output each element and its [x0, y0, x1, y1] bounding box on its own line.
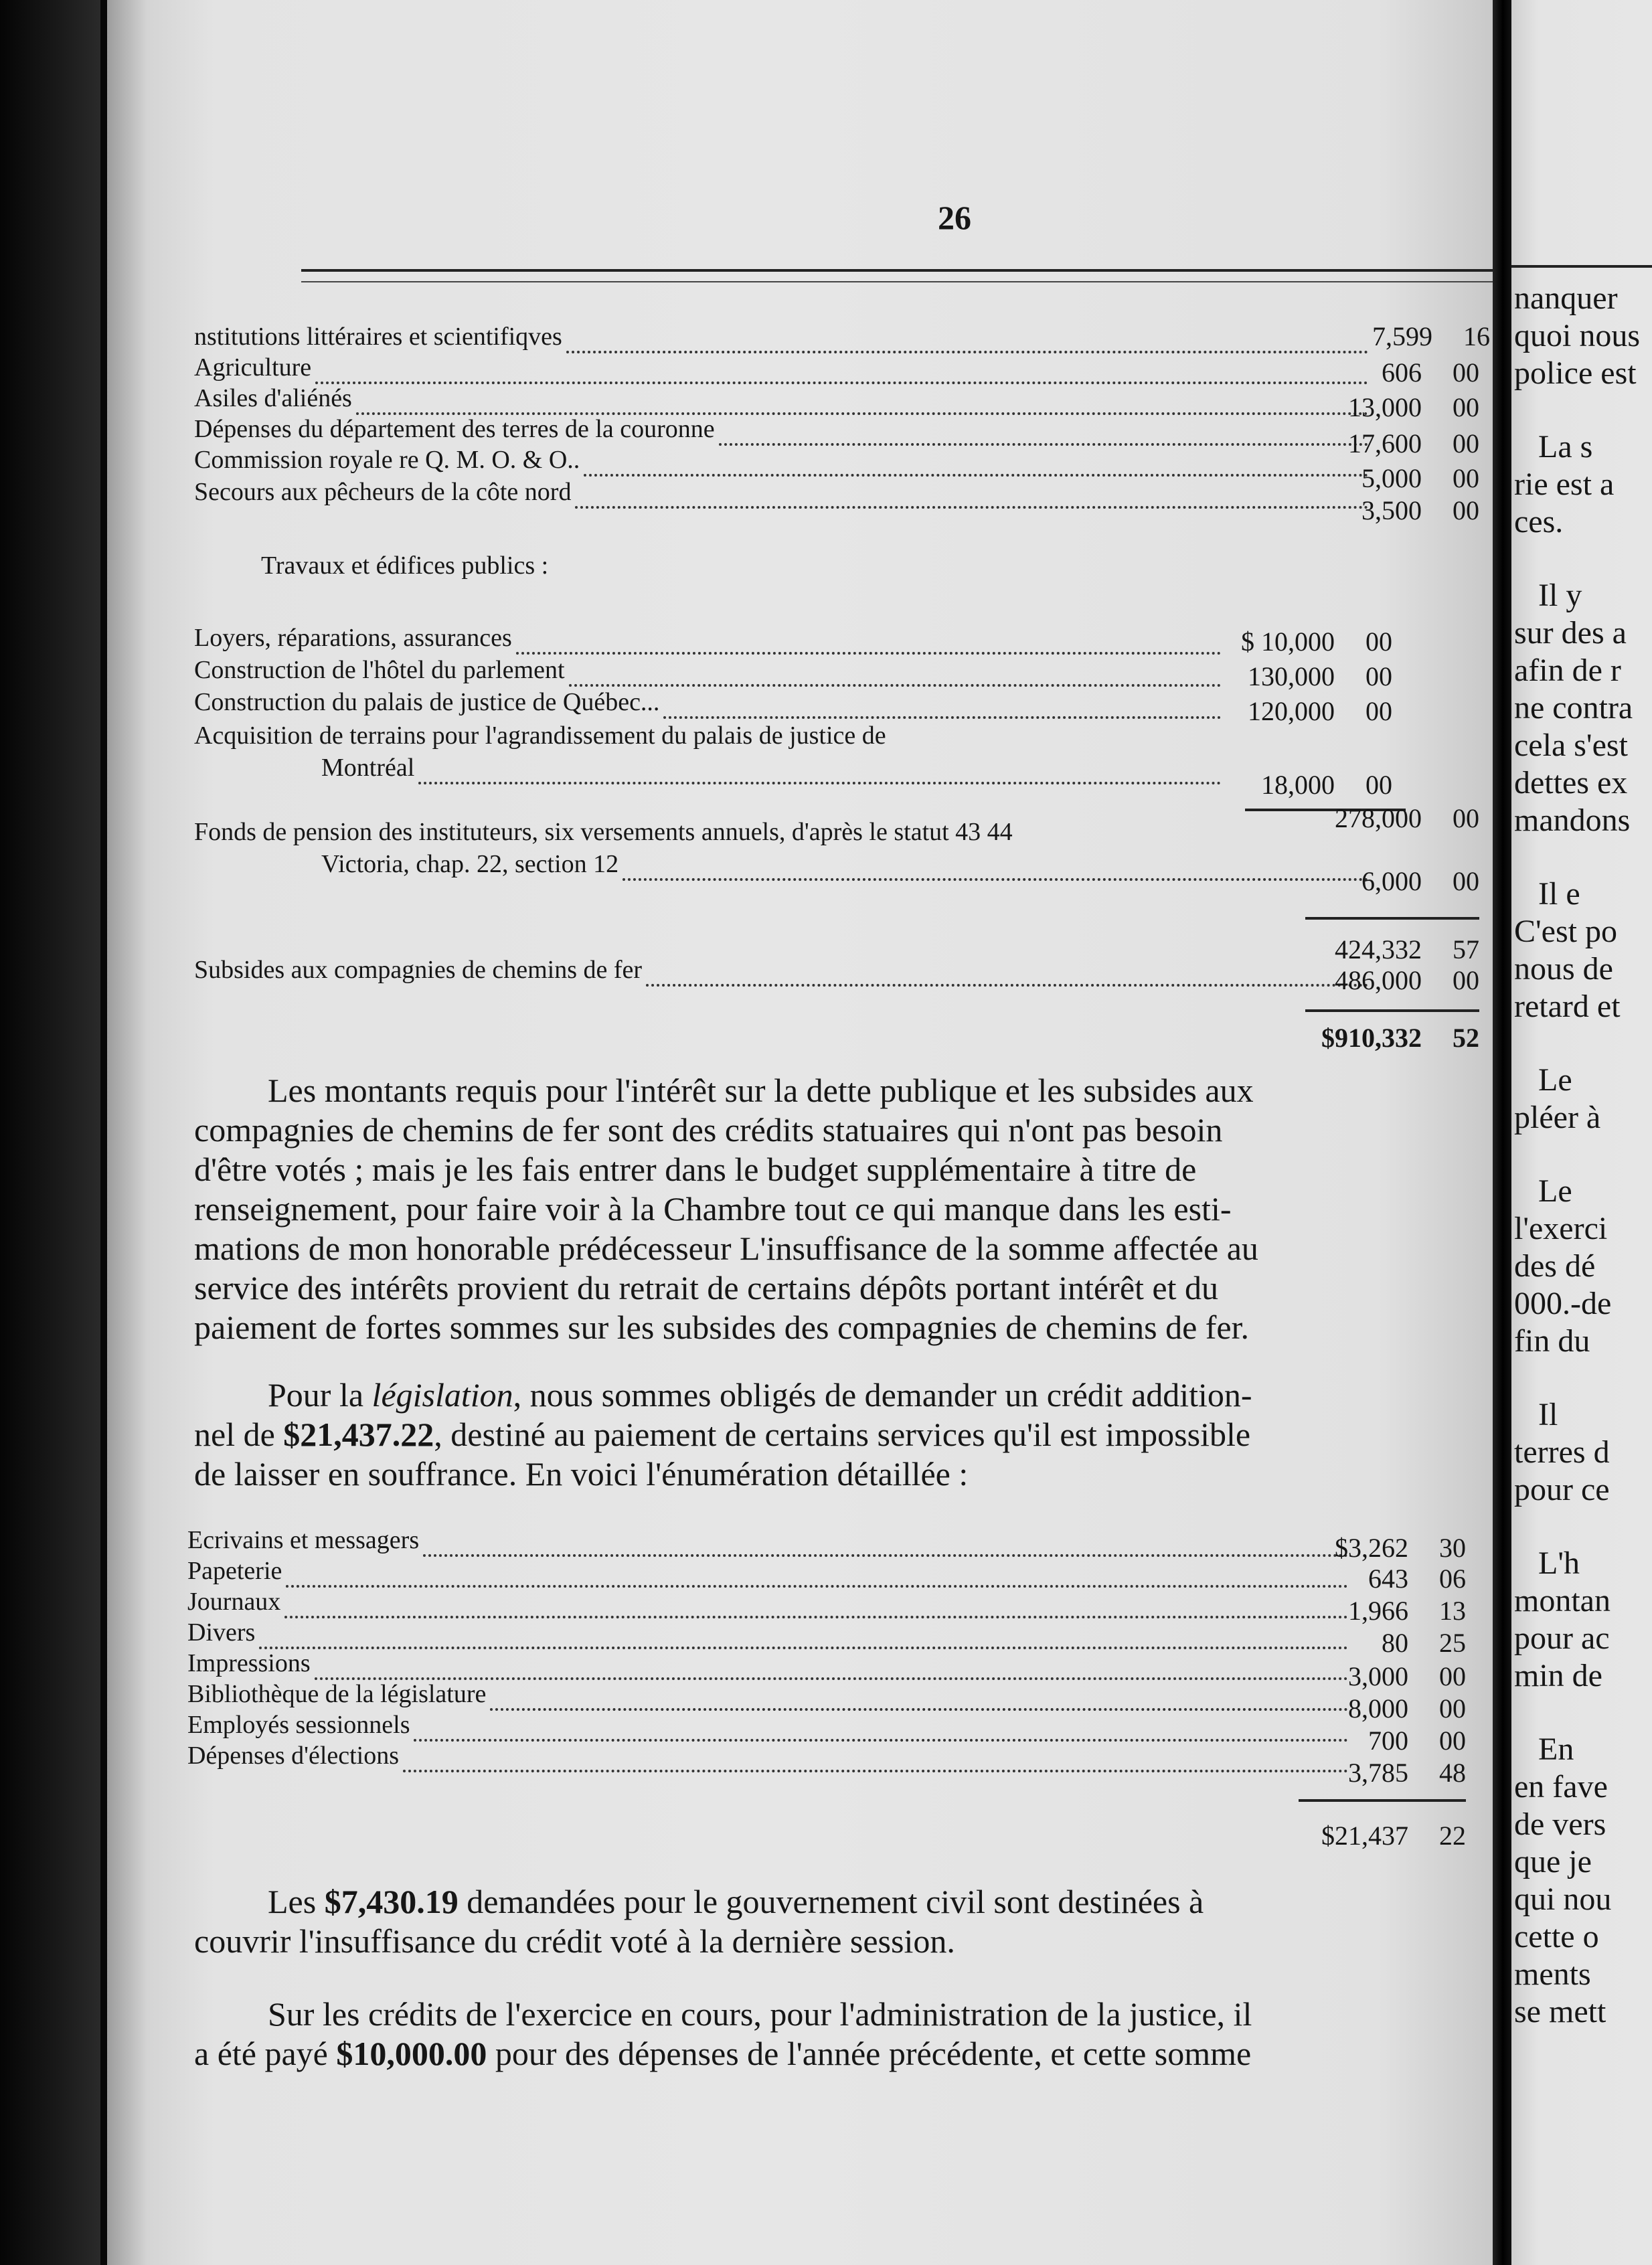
dot-leader [575, 487, 1368, 509]
ledger-amount: 486,000 00 [1335, 965, 1479, 995]
dot-leader [418, 763, 1221, 784]
ledger-label: Divers [187, 1618, 256, 1647]
dot-leader [403, 1751, 1348, 1772]
ledger-row [187, 1679, 1352, 1713]
dot-leader [315, 1659, 1348, 1680]
ledger-label: Acquisition de terrains pour l'agrandissement du palais de justice de [194, 722, 886, 750]
right-page-line: afin de r [1514, 653, 1621, 688]
ledger-row [187, 1556, 1352, 1590]
ledger-label: Bibliothèque de la législature [187, 1680, 487, 1708]
dot-leader [259, 1628, 1348, 1649]
dot-leader [584, 455, 1368, 477]
ledger-row [194, 622, 1225, 657]
ledger-row [194, 352, 1372, 387]
ledger-row [194, 414, 1372, 448]
ledger-amount: $3,262 30 [1335, 1533, 1466, 1563]
dot-leader [719, 424, 1368, 446]
dot-leader [284, 1597, 1348, 1618]
dot-leader [423, 1535, 1348, 1557]
ledger-amount: 8,000 00 [1348, 1693, 1466, 1724]
right-page-line: fin du [1514, 1323, 1590, 1359]
dot-leader [623, 859, 1368, 881]
sum-amount: 424,332 57 [1335, 934, 1479, 964]
ledger-row [194, 321, 1372, 356]
ledger-label: Secours aux pêcheurs de la côte nord [194, 478, 572, 506]
right-page-line: Il e [1538, 876, 1580, 912]
ledger-row [187, 1709, 1352, 1744]
right-page-line: dettes ex [1514, 765, 1628, 801]
ledger-label: Montréal [321, 754, 415, 782]
ledger-amount: 700 00 [1368, 1726, 1466, 1756]
right-page-line: cette o [1514, 1919, 1599, 1954]
right-page-line: Le [1538, 1062, 1572, 1098]
ledger-amount: 3,000 00 [1348, 1661, 1466, 1691]
ledger-row [194, 477, 1372, 511]
ledger-label: Victoria, chap. 22, section 12 [321, 850, 619, 878]
legislation-total-rule [1299, 1799, 1466, 1802]
budget-entries [107, 0, 1493, 2265]
right-page-line: ments [1514, 1956, 1591, 1992]
ledger-label: Construction du palais de justice de Québec... [194, 688, 660, 716]
right-page-line: des dé [1514, 1248, 1596, 1284]
legislation-total-amount: $21,437 22 [1321, 1821, 1466, 1851]
ledger-amount: $ 10,000 00 [1241, 626, 1392, 657]
right-page-line: ne contra [1514, 690, 1633, 726]
ledger-label: Construction de l'hôtel du parlement [194, 656, 565, 684]
ledger-amount: 1,966 13 [1348, 1596, 1466, 1626]
right-page-line: nous de [1514, 951, 1613, 987]
ledger-row [187, 1617, 1352, 1652]
ledger-label: Asiles d'aliénés [194, 384, 352, 412]
right-page-line: se mett [1514, 1994, 1606, 2029]
right-page-line: rie est a [1514, 467, 1615, 502]
ledger-amount: 18,000 00 [1261, 770, 1392, 800]
right-page-line: Il [1538, 1397, 1558, 1432]
ledger-row [194, 817, 1399, 851]
dot-leader [566, 332, 1368, 353]
right-page-line: police est [1514, 355, 1637, 391]
dot-leader [356, 394, 1368, 415]
ledger-amount: 606 00 [1382, 357, 1479, 388]
right-page-line: terres d [1514, 1434, 1610, 1470]
ledger-label: Fonds de pension des instituteurs, six versements annuels, d'après le statut 43 44 [194, 818, 1013, 846]
right-page-line: Le [1538, 1173, 1572, 1209]
right-page-line: retard et [1514, 989, 1621, 1024]
ledger-amount: 13,000 00 [1348, 392, 1479, 422]
ledger-amount: 120,000 00 [1248, 696, 1392, 726]
ledger-label: Journaux [187, 1588, 281, 1616]
ledger-amount: 7,599 16 [1372, 321, 1490, 351]
ledger-row [194, 687, 1225, 722]
ledger-label: Papeterie [187, 1557, 282, 1585]
ledger-row [321, 849, 1372, 884]
ledger-amount: 6,000 00 [1361, 866, 1479, 896]
right-page-line: en fave [1514, 1769, 1608, 1805]
right-page-line: La s [1538, 429, 1593, 465]
ledger-amount: 80 25 [1382, 1628, 1466, 1658]
right-page-line: montan [1514, 1583, 1610, 1618]
ledger-amount: 643 06 [1368, 1564, 1466, 1594]
ledger-row [187, 1525, 1352, 1560]
right-page-line: mandons [1514, 803, 1631, 838]
ledger-label: Ecrivains et messagers [187, 1526, 420, 1554]
right-page-line: En [1538, 1732, 1574, 1767]
ledger-row [187, 1586, 1352, 1621]
right-page-line: ces. [1514, 504, 1564, 539]
ledger-label: Agriculture [194, 353, 312, 382]
ledger-row [194, 720, 1238, 755]
grand-total-amount: $910,332 52 [1321, 1023, 1479, 1053]
ledger-label: Employés sessionnels [187, 1711, 410, 1739]
page-number: 26 [938, 199, 971, 236]
right-page-line: qui nou [1514, 1881, 1612, 1917]
ledger-label: Impressions [187, 1649, 311, 1677]
ledger-label: Loyers, réparations, assurances [194, 624, 512, 652]
ledger-label: Commission royale re Q. M. O. & O.. [194, 446, 580, 474]
subtotal-amount: 278,000 00 [1335, 803, 1479, 833]
ledger-label: Dépenses d'élections [187, 1742, 400, 1770]
dot-leader [516, 633, 1221, 655]
right-page-rule [1511, 265, 1652, 273]
ledger-label: nstitutions littéraires et scientifiqves [194, 323, 562, 351]
ledger-amount: 17,600 00 [1348, 428, 1479, 458]
right-page-line: pléer à [1514, 1100, 1601, 1135]
right-page-line: sur des a [1514, 615, 1627, 651]
paragraph-civil-government: Les $7,430.19 demandées pour le gouvernement civil sont destinées à couvrir l'insuffisance du crédit voté à la dernière session. [194, 1883, 1204, 1960]
right-page-line: 000.-de [1514, 1286, 1612, 1321]
ledger-amount: 5,000 00 [1361, 463, 1479, 493]
ledger-amount: 130,000 00 [1248, 661, 1392, 691]
paragraph-legislation: Pour la législation, nous sommes obligés de demander un crédit addition- nel de $21,437.22, destiné au paiement de certains services qu'il est impossible de laisser en souffrance. En voici l'énumération détaillée : [194, 1376, 1252, 1493]
right-page-line: que je [1514, 1844, 1592, 1879]
ledger-row [321, 752, 1225, 787]
right-page-line: pour ce [1514, 1472, 1610, 1507]
ledger-label: Subsides aux compagnies de chemins de fer [194, 956, 643, 984]
ledger-row [194, 444, 1372, 479]
right-page-line: C'est po [1514, 914, 1617, 949]
paragraph-justice: Sur les crédits de l'exercice en cours, pour l'administration de la justice, il a été payé $10,000.00 pour des dépenses de l'année précédente, et cette somme [194, 1995, 1252, 2072]
ledger-amount: 3,500 00 [1361, 495, 1479, 525]
right-page-line: L'h [1538, 1545, 1580, 1581]
book-edge [0, 0, 100, 2265]
ledger-row [194, 383, 1372, 418]
right-page-fragment [1511, 0, 1652, 2265]
ledger-row [194, 954, 1372, 989]
dot-leader [569, 665, 1221, 687]
right-page-line: l'exerci [1514, 1211, 1608, 1246]
ledger-row [194, 655, 1225, 689]
left-page [107, 0, 1493, 2265]
right-page-line: pour ac [1514, 1620, 1610, 1656]
section-heading: Travaux et édifices publics : [261, 552, 549, 580]
dot-leader [286, 1566, 1348, 1588]
dot-leader [490, 1689, 1348, 1711]
right-page-line: min de [1514, 1658, 1602, 1693]
book-gutter [1493, 0, 1513, 2265]
ledger-row [187, 1740, 1352, 1775]
right-page-line: Il y [1538, 578, 1582, 613]
right-page-line: cela s'est [1514, 728, 1628, 763]
right-page-line: nanquer [1514, 280, 1618, 316]
right-page-line: quoi nous [1514, 318, 1641, 353]
ledger-row [187, 1648, 1352, 1683]
ledger-amount: 3,785 48 [1348, 1758, 1466, 1788]
dot-leader [414, 1720, 1348, 1742]
paragraph-interest: Les montants requis pour l'intérêt sur la dette publique et les subsides aux compagnies de chemins de fer sont des crédits statuaires qui n'ont pas besoin d'être votés ; mais je les fais entrer dans le budget supplémentaire à titre de renseignement, pour faire voir à la Chambre tout ce qui manque dans les esti- mations de mon honorable prédécesseur L'insuffisance de la somme affectée au service des intérêts provient du retrait de certains dépôts portant intérêt et du paiement de fortes sommes sur les subsides des compagnies de chemins de fer. [194, 1072, 1258, 1346]
right-page-line: de vers [1514, 1807, 1606, 1842]
dot-leader [315, 363, 1368, 384]
total-rule [1305, 1009, 1479, 1012]
sum-rule [1305, 917, 1479, 920]
dot-leader [646, 965, 1368, 987]
ledger-label: Dépenses du département des terres de la couronne [194, 415, 715, 443]
